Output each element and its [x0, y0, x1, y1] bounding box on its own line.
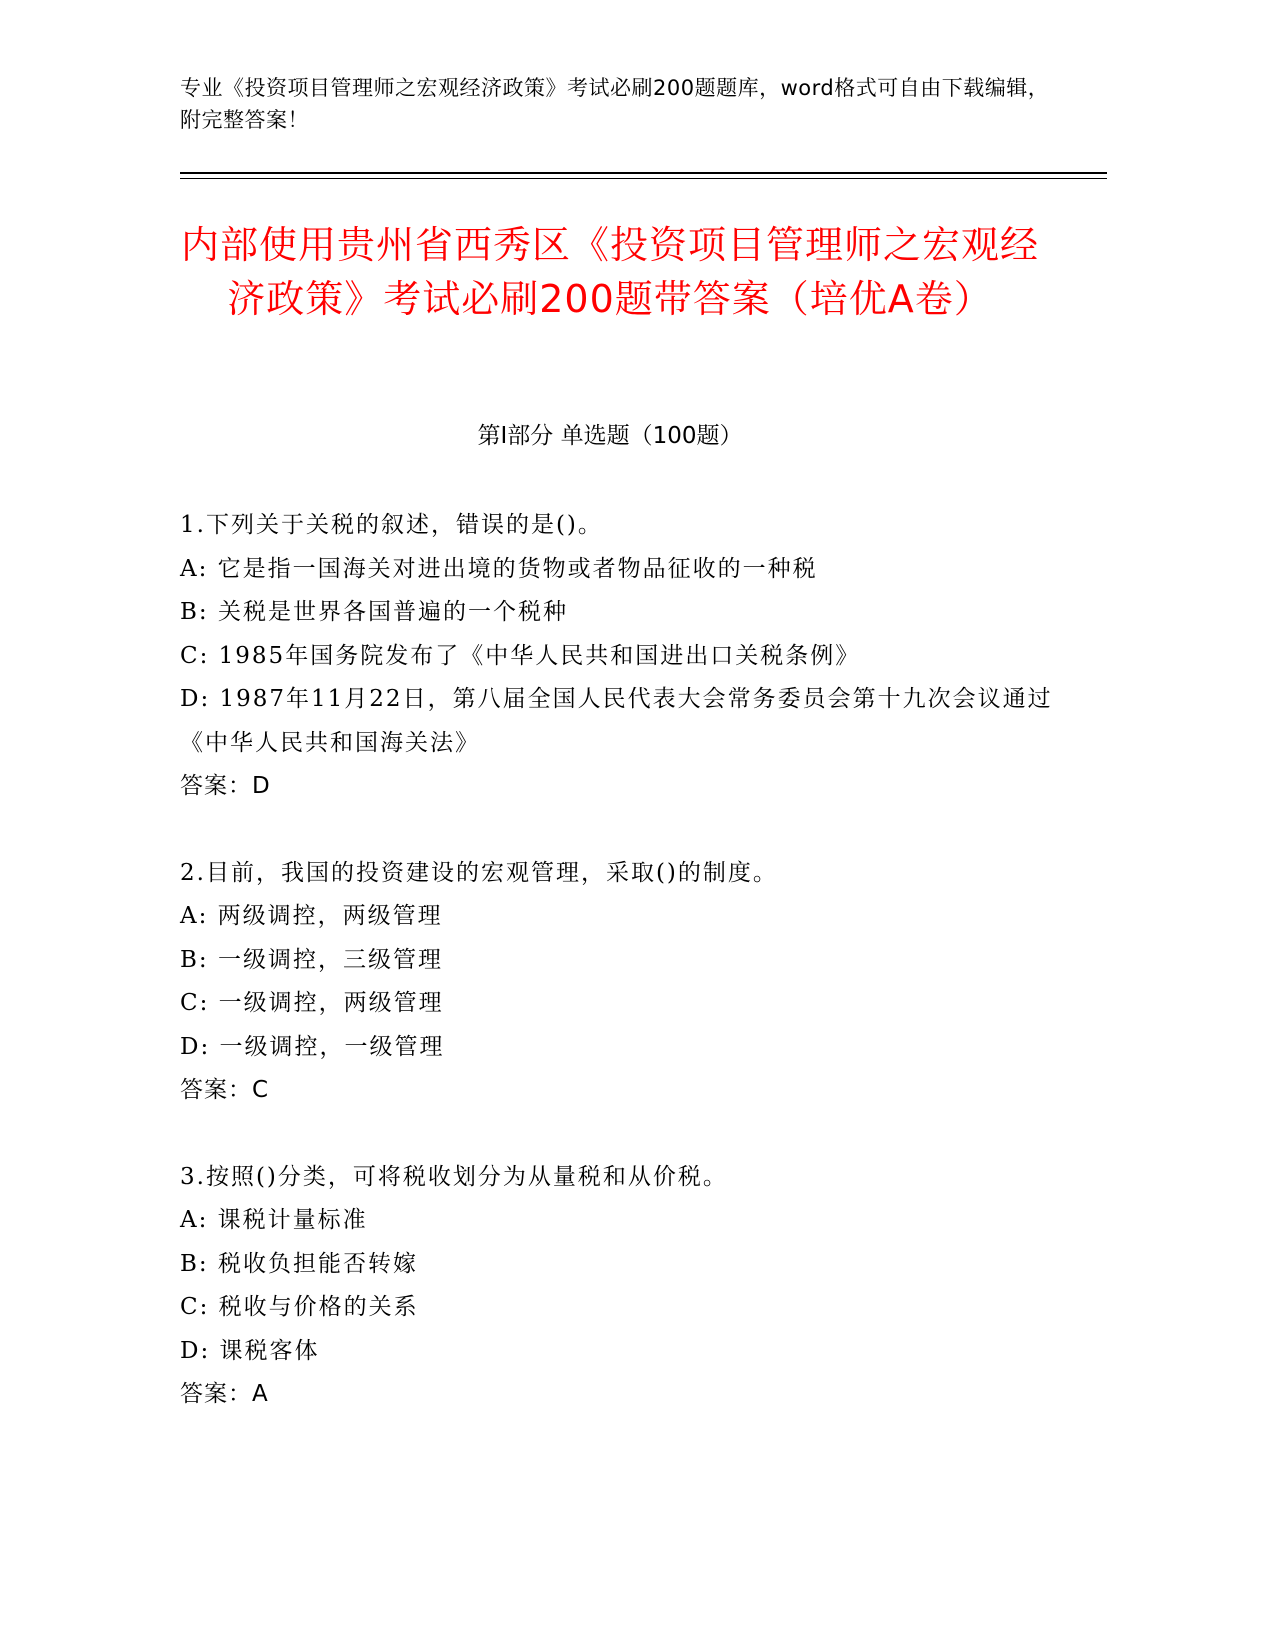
option-d: D: 1987年11月22日，第八届全国人民代表大会常务委员会第十九次会议通过《中华人民共和国海关法》 [180, 686, 1053, 756]
question-2 [180, 852, 1060, 1113]
question-stem: 1.下列关于关税的叙述，错误的是()。 [180, 512, 603, 538]
answer: 答案：C [180, 1077, 270, 1103]
question-1 [180, 504, 1060, 809]
section-heading: 第I部分 单选题（100题） [477, 423, 743, 449]
option-c: C: 税收与价格的关系 [180, 1294, 419, 1320]
header-note: 专业《投资项目管理师之宏观经济政策》考试必刷200题题库，word格式可自由下载编辑，附完整答案！ [180, 76, 1050, 132]
question-stem: 3.按照()分类，可将税收划分为从量税和从价税。 [180, 1163, 728, 1190]
option-b: B: 税收负担能否转嫁 [180, 1250, 418, 1277]
option-d: D: 课税客体 [180, 1337, 320, 1364]
option-a: A: 它是指一国海关对进出境的货物或者物品征收的一种税 [180, 555, 818, 582]
option-c: C: 1985年国务院发布了《中华人民共和国进出口关税条例》 [180, 642, 861, 669]
option-a: A: 两级调控，两级管理 [180, 903, 443, 929]
option-c: C: 一级调控，两级管理 [180, 990, 444, 1016]
answer: 答案：D [180, 773, 271, 799]
header-divider-thin [180, 178, 1107, 179]
option-d: D: 一级调控，一级管理 [180, 1033, 445, 1060]
document-title: 内部使用贵州省西秀区《投资项目管理师之宏观经济政策》考试必刷200题带答案（培优A卷） [180, 223, 1039, 321]
question-list [180, 504, 1060, 1460]
option-a: A: 课税计量标准 [180, 1207, 368, 1233]
question-stem: 2.目前，我国的投资建设的宏观管理，采取()的制度。 [180, 859, 778, 886]
option-b: B: 一级调控，三级管理 [180, 946, 443, 973]
question-3 [180, 1156, 1060, 1417]
answer: 答案：A [180, 1381, 269, 1407]
option-b: B: 关税是世界各国普遍的一个税种 [180, 599, 568, 625]
header-divider-thick [180, 172, 1107, 174]
